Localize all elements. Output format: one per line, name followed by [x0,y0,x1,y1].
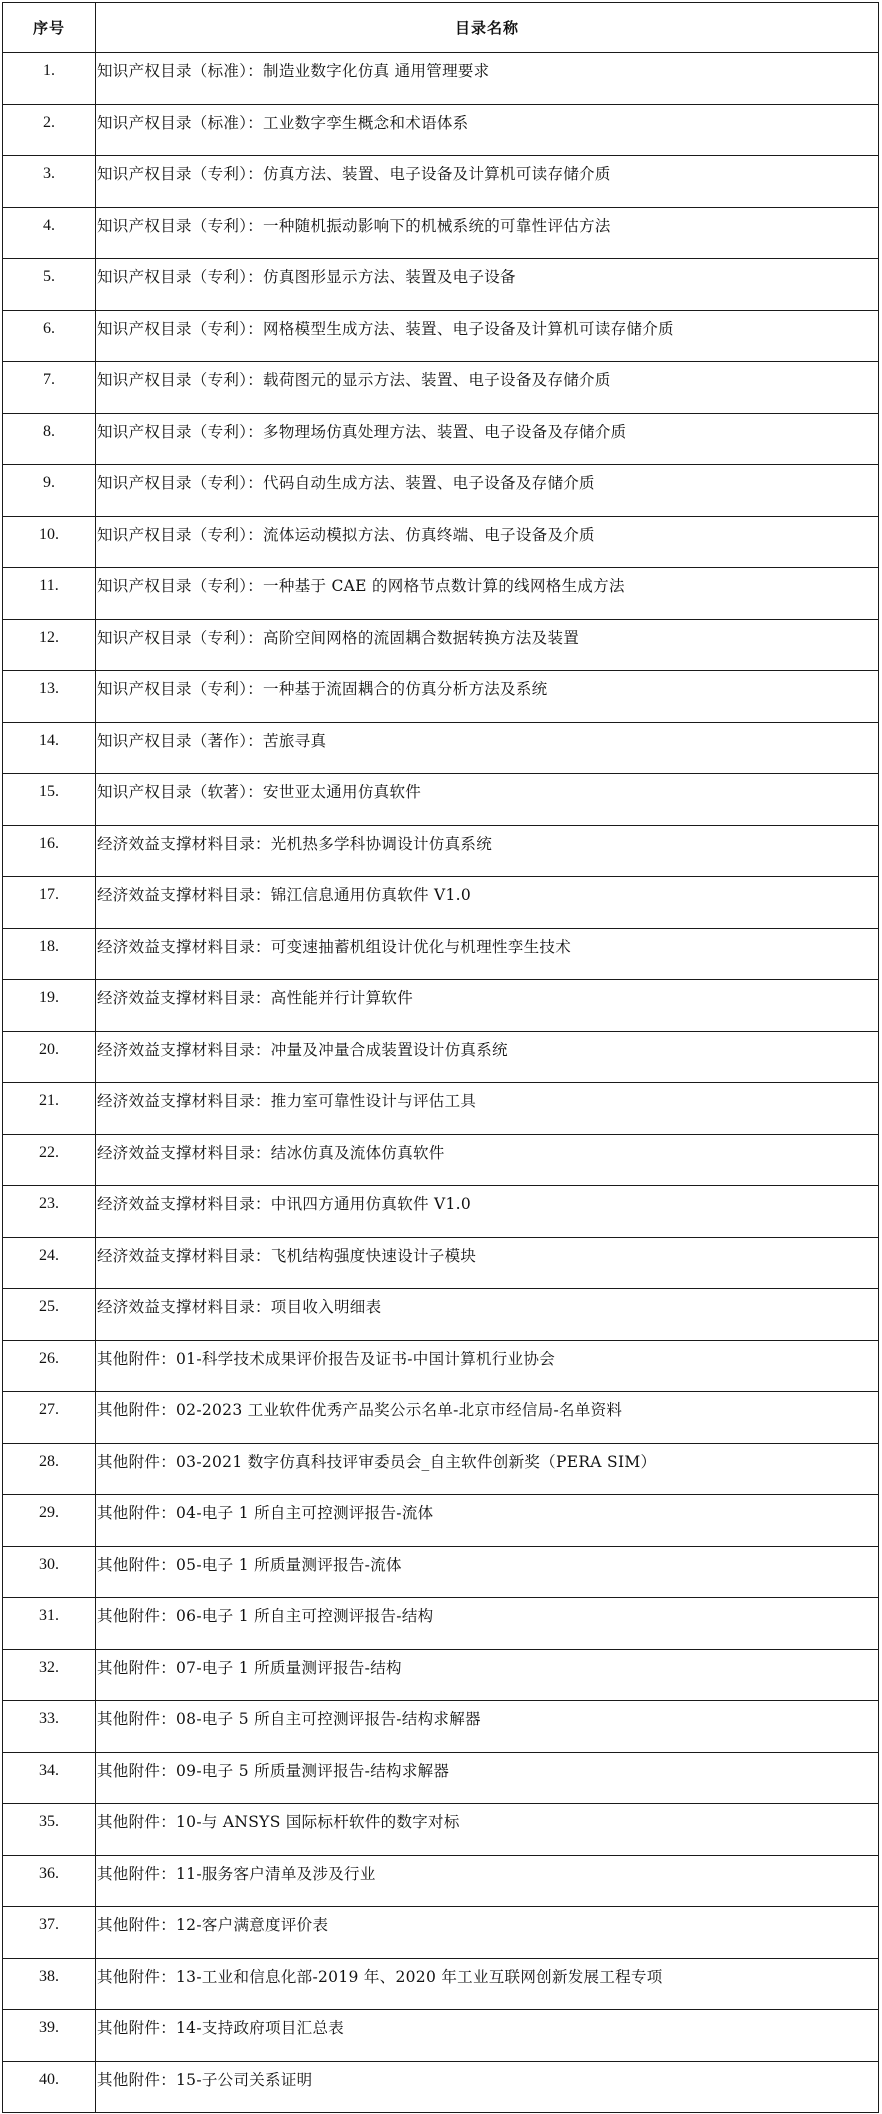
row-title: 知识产权目录（专利）：代码自动生成方法、装置、电子设备及存储介质 [96,465,879,517]
table-row [3,104,879,156]
column-header-number: 序号 [3,3,96,53]
table-row [3,1907,879,1959]
row-title: 经济效益支撑材料目录：飞机结构强度快速设计子模块 [96,1237,879,1289]
row-title: 其他附件：13-工业和信息化部-2019 年、2020 年工业互联网创新发展工程专项 [96,1958,879,2010]
row-title: 知识产权目录（专利）：载荷图元的显示方法、装置、电子设备及存储介质 [96,362,879,414]
table-header [3,3,879,53]
row-number: 34. [3,1752,96,1804]
row-number: 23. [3,1186,96,1238]
row-number: 13. [3,671,96,723]
table-row [3,825,879,877]
row-number: 35. [3,1804,96,1856]
header-row [3,3,879,53]
row-title: 经济效益支撑材料目录：冲量及冲量合成装置设计仿真系统 [96,1031,879,1083]
table-row [3,207,879,259]
row-number: 1. [3,53,96,105]
table-row [3,1804,879,1856]
row-title: 其他附件：10-与 ANSYS 国际标杆软件的数字对标 [96,1804,879,1856]
row-title: 知识产权目录（专利）：高阶空间网格的流固耦合数据转换方法及装置 [96,619,879,671]
row-title: 其他附件：01-科学技术成果评价报告及证书-中国计算机行业协会 [96,1340,879,1392]
row-title: 其他附件：03-2021 数字仿真科技评审委员会_自主软件创新奖（PERA SIM） [96,1443,879,1495]
row-number: 37. [3,1907,96,1959]
row-number: 7. [3,362,96,414]
row-number: 25. [3,1289,96,1341]
row-title: 其他附件：09-电子 5 所质量测评报告-结构求解器 [96,1752,879,1804]
row-number: 18. [3,928,96,980]
row-title: 知识产权目录（软著）：安世亚太通用仿真软件 [96,774,879,826]
row-number: 10. [3,516,96,568]
table-row [3,1752,879,1804]
table-row [3,2010,879,2062]
row-title: 知识产权目录（专利）：仿真方法、装置、电子设备及计算机可读存储介质 [96,156,879,208]
row-title: 知识产权目录（著作）：苦旅寻真 [96,722,879,774]
table-body [3,53,879,2113]
row-title: 知识产权目录（专利）：仿真图形显示方法、装置及电子设备 [96,259,879,311]
table-row [3,1134,879,1186]
row-title: 经济效益支撑材料目录：高性能并行计算软件 [96,980,879,1032]
table-row [3,1649,879,1701]
row-number: 31. [3,1598,96,1650]
row-number: 5. [3,259,96,311]
table-row [3,516,879,568]
table-row [3,259,879,311]
table-row [3,980,879,1032]
table-row [3,1495,879,1547]
row-title: 经济效益支撑材料目录：可变速抽蓄机组设计优化与机理性孪生技术 [96,928,879,980]
table-row [3,1083,879,1135]
row-number: 15. [3,774,96,826]
table-row [3,1186,879,1238]
row-title: 知识产权目录（专利）：流体运动模拟方法、仿真终端、电子设备及介质 [96,516,879,568]
row-number: 17. [3,877,96,929]
table-row [3,1855,879,1907]
row-title: 其他附件：11-服务客户清单及涉及行业 [96,1855,879,1907]
table-row [3,1392,879,1444]
row-number: 32. [3,1649,96,1701]
row-title: 其他附件：12-客户满意度评价表 [96,1907,879,1959]
row-title: 知识产权目录（专利）：一种基于 CAE 的网格节点数计算的线网格生成方法 [96,568,879,620]
row-number: 16. [3,825,96,877]
row-number: 26. [3,1340,96,1392]
row-number: 24. [3,1237,96,1289]
row-title: 其他附件：08-电子 5 所自主可控测评报告-结构求解器 [96,1701,879,1753]
table-row [3,1340,879,1392]
table-row [3,671,879,723]
row-number: 36. [3,1855,96,1907]
table-row [3,1958,879,2010]
row-number: 38. [3,1958,96,2010]
row-number: 12. [3,619,96,671]
row-title: 经济效益支撑材料目录：结冰仿真及流体仿真软件 [96,1134,879,1186]
row-number: 19. [3,980,96,1032]
table-row [3,310,879,362]
table-row [3,1443,879,1495]
row-title: 知识产权目录（专利）：网格模型生成方法、装置、电子设备及计算机可读存储介质 [96,310,879,362]
table-row [3,568,879,620]
row-title: 其他附件：06-电子 1 所自主可控测评报告-结构 [96,1598,879,1650]
table-row [3,1598,879,1650]
row-number: 14. [3,722,96,774]
catalog-table [2,2,879,2113]
row-title: 其他附件：05-电子 1 所质量测评报告-流体 [96,1546,879,1598]
row-title: 知识产权目录（专利）：一种基于流固耦合的仿真分析方法及系统 [96,671,879,723]
row-number: 27. [3,1392,96,1444]
table-row [3,53,879,105]
table-row [3,928,879,980]
row-number: 22. [3,1134,96,1186]
table-row [3,1701,879,1753]
row-title: 经济效益支撑材料目录：推力室可靠性设计与评估工具 [96,1083,879,1135]
table-row [3,877,879,929]
row-title: 其他附件：04-电子 1 所自主可控测评报告-流体 [96,1495,879,1547]
row-number: 21. [3,1083,96,1135]
row-number: 20. [3,1031,96,1083]
row-number: 29. [3,1495,96,1547]
column-header-name: 目录名称 [96,3,879,53]
row-number: 4. [3,207,96,259]
row-title: 经济效益支撑材料目录：光机热多学科协调设计仿真系统 [96,825,879,877]
row-title: 其他附件：14-支持政府项目汇总表 [96,2010,879,2062]
row-title: 其他附件：02-2023 工业软件优秀产品奖公示名单-北京市经信局-名单资料 [96,1392,879,1444]
row-number: 30. [3,1546,96,1598]
table-row [3,2061,879,2113]
row-title: 其他附件：15-子公司关系证明 [96,2061,879,2113]
table-row [3,619,879,671]
table-row [3,774,879,826]
row-title: 知识产权目录（专利）：多物理场仿真处理方法、装置、电子设备及存储介质 [96,413,879,465]
table-row [3,722,879,774]
table-row [3,413,879,465]
table-row [3,362,879,414]
row-title: 经济效益支撑材料目录：项目收入明细表 [96,1289,879,1341]
row-number: 33. [3,1701,96,1753]
table-row [3,1031,879,1083]
row-number: 28. [3,1443,96,1495]
row-title: 知识产权目录（专利）：一种随机振动影响下的机械系统的可靠性评估方法 [96,207,879,259]
row-number: 6. [3,310,96,362]
row-number: 2. [3,104,96,156]
row-number: 3. [3,156,96,208]
table-row [3,1546,879,1598]
row-title: 知识产权目录（标准）：制造业数字化仿真 通用管理要求 [96,53,879,105]
row-number: 8. [3,413,96,465]
table-row [3,156,879,208]
row-title: 经济效益支撑材料目录：锦江信息通用仿真软件 V1.0 [96,877,879,929]
row-title: 经济效益支撑材料目录：中讯四方通用仿真软件 V1.0 [96,1186,879,1238]
table-row [3,1237,879,1289]
row-title: 知识产权目录（标准）：工业数字孪生概念和术语体系 [96,104,879,156]
row-title: 其他附件：07-电子 1 所质量测评报告-结构 [96,1649,879,1701]
row-number: 40. [3,2061,96,2113]
row-number: 39. [3,2010,96,2062]
table-row [3,465,879,517]
row-number: 11. [3,568,96,620]
table-row [3,1289,879,1341]
row-number: 9. [3,465,96,517]
